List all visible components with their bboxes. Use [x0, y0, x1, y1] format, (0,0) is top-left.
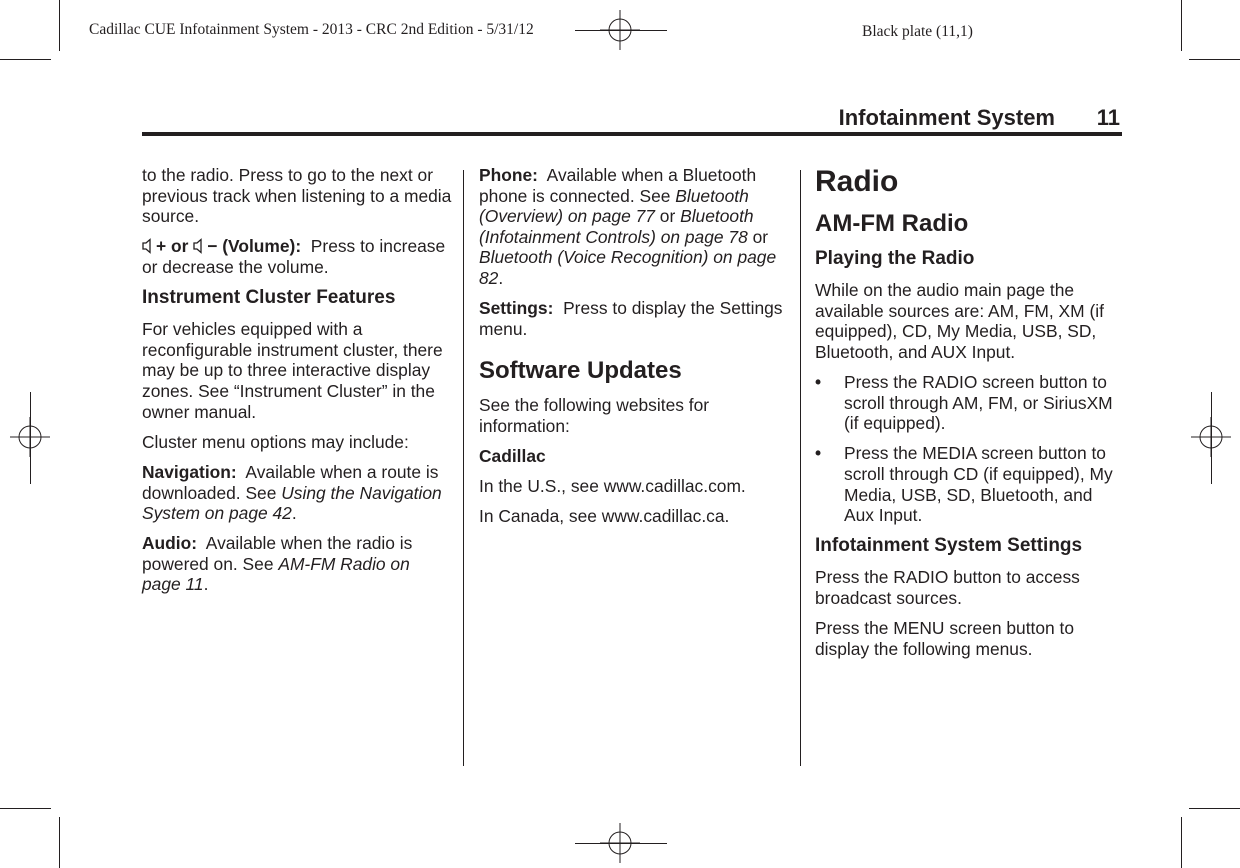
slug-text-right: Black plate (11,1)	[862, 23, 973, 40]
crop-mark	[0, 808, 51, 809]
intro-paragraph: to the radio. Press to go to the next or previous track when listening to a media source.	[142, 165, 452, 227]
crop-mark	[0, 59, 51, 60]
header-rule	[142, 132, 1122, 136]
phone-text: Available when a Bluetooth phone is connected. See	[479, 165, 757, 206]
playing-radio-paragraph: While on the audio main page the available sources are: AM, FM, XM (if equipped), CD, My Media, USB, SD, Bluetooth, and AUX Input.	[815, 280, 1104, 362]
am-fm-radio-heading: AM-FM Radio	[815, 210, 969, 237]
audio-term: Audio:	[142, 533, 198, 554]
crop-mark	[1181, 0, 1182, 51]
playing-radio-heading: Playing the Radio	[815, 248, 975, 269]
slug-text-left: Cadillac CUE Infotainment System - 2013 - CRC 2nd Edition - 5/31/12	[89, 21, 534, 38]
list-item-text: Press the RADIO screen button to scroll through AM, FM, or SiriusXM (if equipped).	[844, 371, 1113, 434]
navigation-ref-link[interactable]: Using the Navigation System on page 42	[142, 482, 442, 524]
volume-description: Press to increase or decrease the volume.	[142, 236, 446, 277]
volume-plus-label: + or	[156, 236, 189, 257]
column-3	[815, 165, 1125, 669]
software-updates-heading: Software Updates	[479, 357, 682, 385]
registration-line	[30, 392, 31, 484]
cluster-heading: Instrument Cluster Features	[142, 287, 396, 309]
or-text: or	[659, 206, 676, 227]
cluster-paragraph: For vehicles equipped with a reconfigurable instrument cluster, there may be up to three interactive display zones. See “Instrument Cluster” in the owner manual.	[142, 319, 443, 422]
list-item	[815, 443, 1125, 525]
bullet-icon: •	[815, 443, 822, 464]
navigation-entry: Navigation: Available when a route is downloaded. See Using the Navigation System on page 42.	[142, 461, 442, 524]
bluetooth-controls-ref-link[interactable]: Bluetooth (Infotainment Controls) on page 78	[479, 206, 754, 247]
phone-term: Phone:	[479, 165, 538, 185]
bluetooth-voice-ref-link[interactable]: Bluetooth (Voice Recognition) on page 82	[479, 247, 777, 288]
canada-website-text: In Canada, see www.cadillac.ca.	[479, 506, 730, 527]
software-updates-paragraph: See the following websites for information:	[479, 395, 710, 436]
column-2	[479, 165, 785, 537]
bullet-icon: •	[815, 371, 822, 392]
volume-entry	[142, 236, 452, 277]
section-title: Infotainment System	[838, 105, 1055, 130]
settings-text: Press to display the Settings menu.	[479, 298, 783, 339]
registration-line	[1211, 392, 1212, 484]
crop-mark	[59, 0, 60, 51]
settings-term: Settings:	[479, 298, 554, 319]
column-divider	[463, 170, 464, 766]
cluster-options-intro: Cluster menu options may include:	[142, 431, 409, 452]
audio-ref-link[interactable]: AM-FM Radio on page 11	[142, 553, 410, 595]
column-divider	[800, 170, 801, 766]
running-header	[142, 103, 1122, 131]
page-number: 11	[1096, 105, 1120, 130]
or-text: or	[752, 226, 769, 247]
crop-mark	[59, 817, 60, 868]
radio-heading: Radio	[815, 165, 899, 198]
audio-entry: Audio: Available when the radio is powered on. See AM-FM Radio on page 11.	[142, 533, 413, 595]
bluetooth-overview-ref-link[interactable]: Bluetooth (Overview) on page 77	[479, 185, 749, 227]
settings-entry	[479, 298, 785, 339]
crop-mark	[1189, 808, 1240, 809]
list-item-text: Press the MEDIA screen button to scroll through CD (if equipped), My Media, USB, SD, Bluetooth, and Aux Input.	[844, 443, 1113, 526]
cadillac-heading: Cadillac	[479, 446, 546, 467]
crop-mark	[1181, 817, 1182, 868]
navigation-term: Navigation:	[142, 461, 237, 482]
navigation-text: Available when a route is downloaded. See	[142, 461, 439, 503]
volume-icon	[142, 238, 154, 254]
registration-line	[575, 30, 667, 31]
list-item	[815, 372, 1125, 434]
infotainment-settings-heading: Infotainment System Settings	[815, 535, 1083, 557]
phone-entry: Phone: Available when a Bluetooth phone is connected. See Bluetooth (Overview) on page 77 or Bluetooth (Infotainment Controls) on page 78 or Bluetooth (Voice Recognition) on page 82.	[479, 165, 777, 288]
crop-mark	[1189, 59, 1240, 60]
column-1	[142, 165, 452, 605]
us-website-text: In the U.S., see www.cadillac.com.	[479, 476, 746, 497]
registration-line	[575, 843, 667, 844]
volume-minus-label: − (Volume):	[207, 236, 302, 257]
settings-paragraph-1: Press the RADIO button to access broadcast sources.	[815, 567, 1080, 608]
settings-paragraph-2: Press the MENU screen button to display the following menus.	[815, 618, 1075, 659]
volume-icon	[193, 238, 205, 254]
audio-text: Available when the radio is powered on. See	[142, 533, 413, 574]
